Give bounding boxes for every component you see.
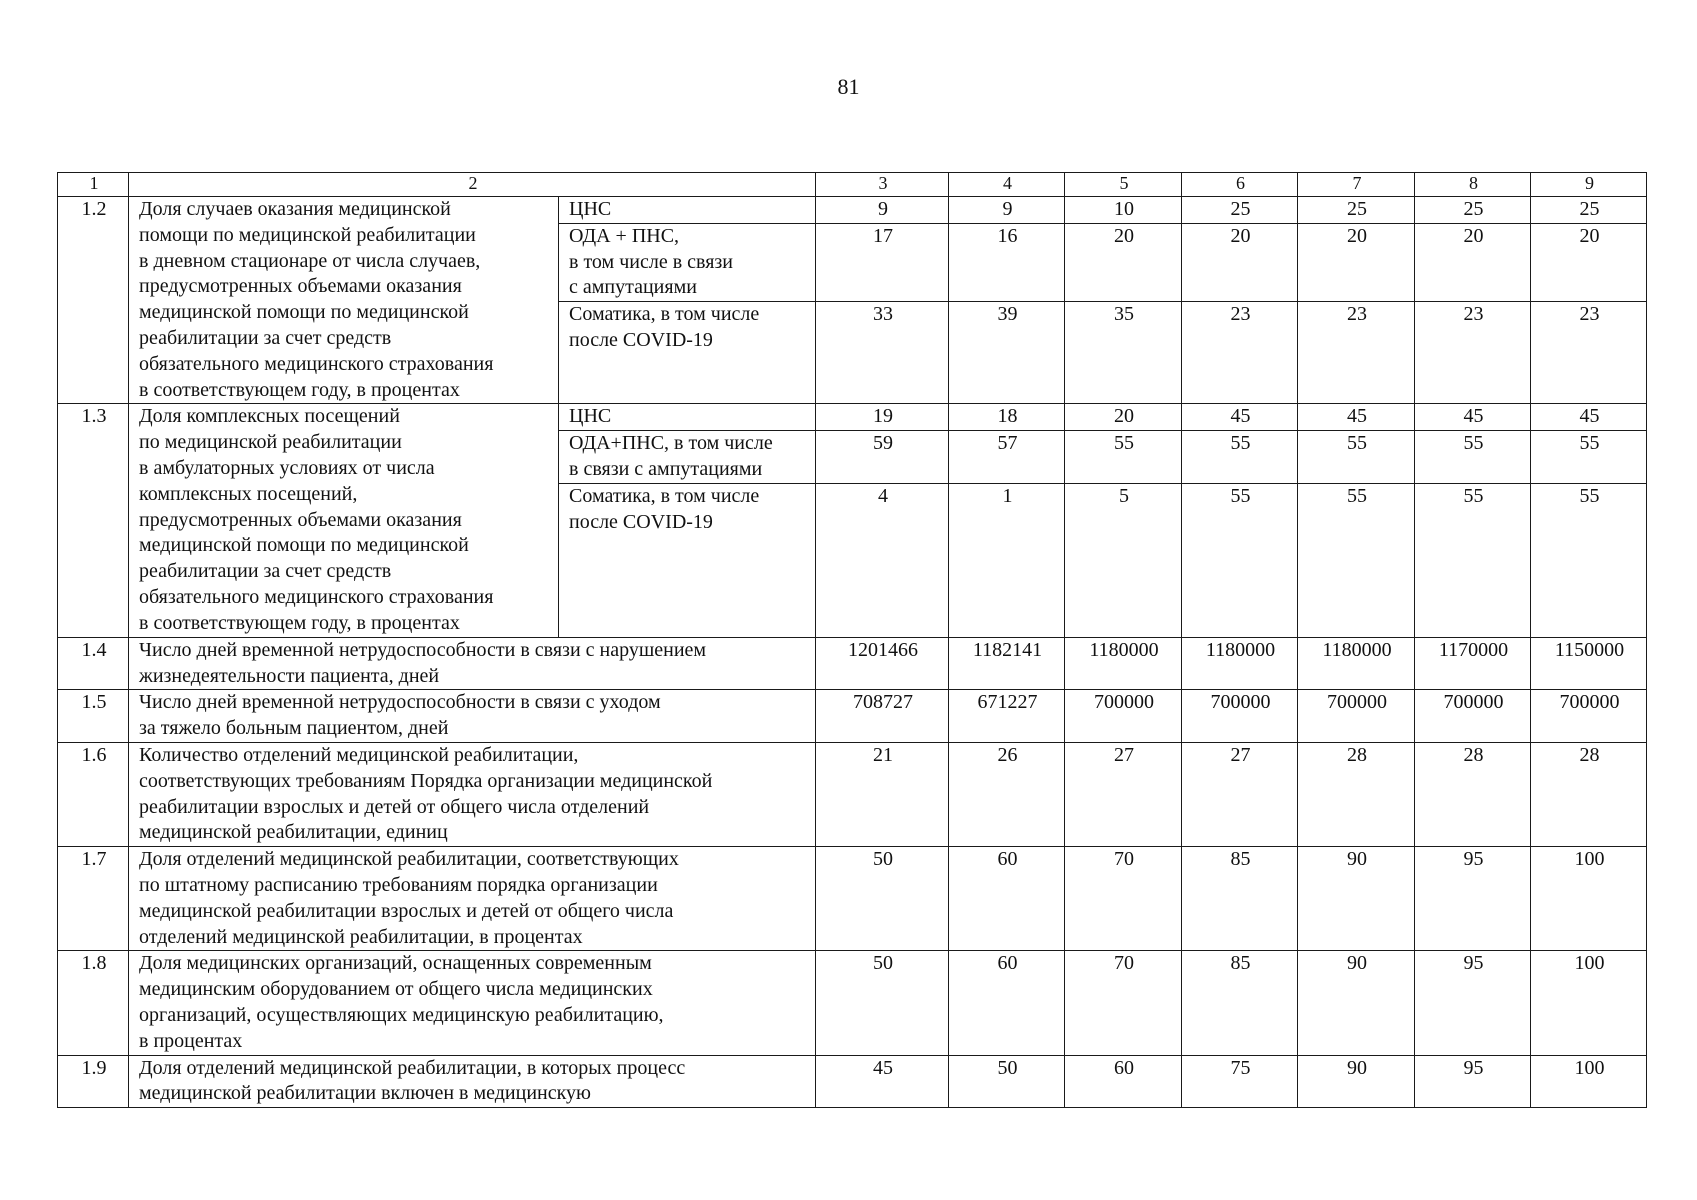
value-cell: 10 [1065,197,1182,224]
value-cell: 59 [816,431,949,484]
value-cell: 45 [1415,404,1531,431]
subrow-label: ОДА + ПНС, в том числе в связи с ампутациями [559,223,816,301]
value-cell: 700000 [1298,690,1415,743]
value-cell: 55 [1531,483,1647,637]
value-cell: 700000 [1065,690,1182,743]
value-cell: 23 [1298,302,1415,404]
value-cell: 95 [1415,847,1531,951]
header-col-9: 9 [1531,173,1647,197]
value-cell: 671227 [949,690,1065,743]
header-col-4: 4 [949,173,1065,197]
indicator-text: Доля отделений медицинской реабилитации, в которых процесс медицинской реабилитации включен в медицинскую [129,1055,816,1108]
table-row [58,951,1647,1055]
value-cell: 90 [1298,847,1415,951]
value-cell: 19 [816,404,949,431]
value-cell: 25 [1415,197,1531,224]
value-cell: 45 [1298,404,1415,431]
subrow-label: ЦНС [559,197,816,224]
value-cell: 18 [949,404,1065,431]
value-cell: 20 [1182,223,1298,301]
row-number: 1.5 [58,690,129,743]
header-col-3: 3 [816,173,949,197]
value-cell: 17 [816,223,949,301]
value-cell: 45 [1182,404,1298,431]
value-cell: 95 [1415,951,1531,1055]
subrow-label: ОДА+ПНС, в том числе в связи с ампутациями [559,431,816,484]
header-col-6: 6 [1182,173,1298,197]
value-cell: 1150000 [1531,637,1647,690]
indicator-text: Количество отделений медицинской реабилитации, соответствующих требованиям Порядка организации медицинской реабилитации взрослых и детей от общего числа отделений медицинской реабилитации, единиц [129,742,816,846]
value-cell: 45 [1531,404,1647,431]
value-cell: 60 [949,951,1065,1055]
value-cell: 50 [816,951,949,1055]
row-number: 1.4 [58,637,129,690]
value-cell: 85 [1182,951,1298,1055]
row-number: 1.9 [58,1055,129,1108]
value-cell: 100 [1531,951,1647,1055]
row-number: 1.2 [58,197,129,404]
value-cell: 1170000 [1415,637,1531,690]
row-number: 1.6 [58,742,129,846]
value-cell: 45 [816,1055,949,1108]
value-cell: 20 [1065,404,1182,431]
table-row [58,404,1647,431]
value-cell: 70 [1065,951,1182,1055]
subrow-label: Соматика, в том числе после COVID-19 [559,302,816,404]
value-cell: 23 [1415,302,1531,404]
value-cell: 55 [1298,483,1415,637]
value-cell: 26 [949,742,1065,846]
value-cell: 4 [816,483,949,637]
value-cell: 75 [1182,1055,1298,1108]
value-cell: 1182141 [949,637,1065,690]
subrow-label: ЦНС [559,404,816,431]
value-cell: 20 [1298,223,1415,301]
value-cell: 85 [1182,847,1298,951]
value-cell: 35 [1065,302,1182,404]
header-col-8: 8 [1415,173,1531,197]
value-cell: 700000 [1531,690,1647,743]
value-cell: 23 [1531,302,1647,404]
subrow-label: Соматика, в том числе после COVID-19 [559,483,816,637]
value-cell: 27 [1065,742,1182,846]
value-cell: 28 [1531,742,1647,846]
value-cell: 16 [949,223,1065,301]
value-cell: 1180000 [1298,637,1415,690]
value-cell: 1180000 [1182,637,1298,690]
value-cell: 55 [1182,431,1298,484]
value-cell: 60 [1065,1055,1182,1108]
row-number: 1.3 [58,404,129,637]
value-cell: 20 [1531,223,1647,301]
value-cell: 50 [949,1055,1065,1108]
table-row [58,1055,1647,1108]
value-cell: 95 [1415,1055,1531,1108]
value-cell: 700000 [1415,690,1531,743]
value-cell: 55 [1531,431,1647,484]
value-cell: 5 [1065,483,1182,637]
indicator-text: Доля медицинских организаций, оснащенных современным медицинским оборудованием от общего числа медицинских организаций, осуществляющих медицинскую реабилитацию, в процентах [129,951,816,1055]
header-col-5: 5 [1065,173,1182,197]
value-cell: 25 [1531,197,1647,224]
value-cell: 27 [1182,742,1298,846]
header-col-1: 1 [58,173,129,197]
indicator-text: Доля отделений медицинской реабилитации, соответствующих по штатному расписанию требованиям порядка организации медицинской реабилитации взрослых и детей от общего числа отделений медицинской реабилитации, в процентах [129,847,816,951]
value-cell: 55 [1298,431,1415,484]
value-cell: 20 [1065,223,1182,301]
value-cell: 1180000 [1065,637,1182,690]
table-row [58,847,1647,951]
value-cell: 9 [949,197,1065,224]
value-cell: 50 [816,847,949,951]
value-cell: 60 [949,847,1065,951]
value-cell: 55 [1415,483,1531,637]
indicators-table [57,172,1647,1108]
indicator-text: Число дней временной нетрудоспособности в связи с нарушением жизнедеятельности пациента, дней [129,637,816,690]
value-cell: 55 [1182,483,1298,637]
page-number: 81 [837,74,860,99]
value-cell: 55 [1415,431,1531,484]
table-row [58,690,1647,743]
indicator-text: Доля комплексных посещений по медицинской реабилитации в амбулаторных условиях от числа комплексных посещений, предусмотренных объемами оказания медицинской помощи по медицинской реабилитации за счет средств обязательного медицинского страхования в соответствующем году, в процентах [129,404,559,637]
value-cell: 25 [1182,197,1298,224]
header-col-2: 2 [129,173,816,197]
value-cell: 25 [1298,197,1415,224]
value-cell: 90 [1298,951,1415,1055]
value-cell: 23 [1182,302,1298,404]
value-cell: 700000 [1182,690,1298,743]
header-col-7: 7 [1298,173,1415,197]
value-cell: 28 [1298,742,1415,846]
value-cell: 9 [816,197,949,224]
row-number: 1.8 [58,951,129,1055]
value-cell: 28 [1415,742,1531,846]
table-row [58,742,1647,846]
value-cell: 100 [1531,847,1647,951]
value-cell: 90 [1298,1055,1415,1108]
value-cell: 39 [949,302,1065,404]
value-cell: 21 [816,742,949,846]
header-row [58,173,1647,197]
table-row [58,197,1647,224]
value-cell: 1 [949,483,1065,637]
value-cell: 1201466 [816,637,949,690]
value-cell: 55 [1065,431,1182,484]
value-cell: 100 [1531,1055,1647,1108]
value-cell: 708727 [816,690,949,743]
indicator-text: Доля случаев оказания медицинской помощи по медицинской реабилитации в дневном стационаре от числа случаев, предусмотренных объемами оказания медицинской помощи по медицинской реабилитации за счет средств обязательного медицинского страхования в соответствующем году, в процентах [129,197,559,404]
table-row [58,637,1647,690]
indicator-text: Число дней временной нетрудоспособности в связи с уходом за тяжело больным пациентом, дней [129,690,816,743]
row-number: 1.7 [58,847,129,951]
value-cell: 70 [1065,847,1182,951]
value-cell: 57 [949,431,1065,484]
value-cell: 20 [1415,223,1531,301]
value-cell: 33 [816,302,949,404]
